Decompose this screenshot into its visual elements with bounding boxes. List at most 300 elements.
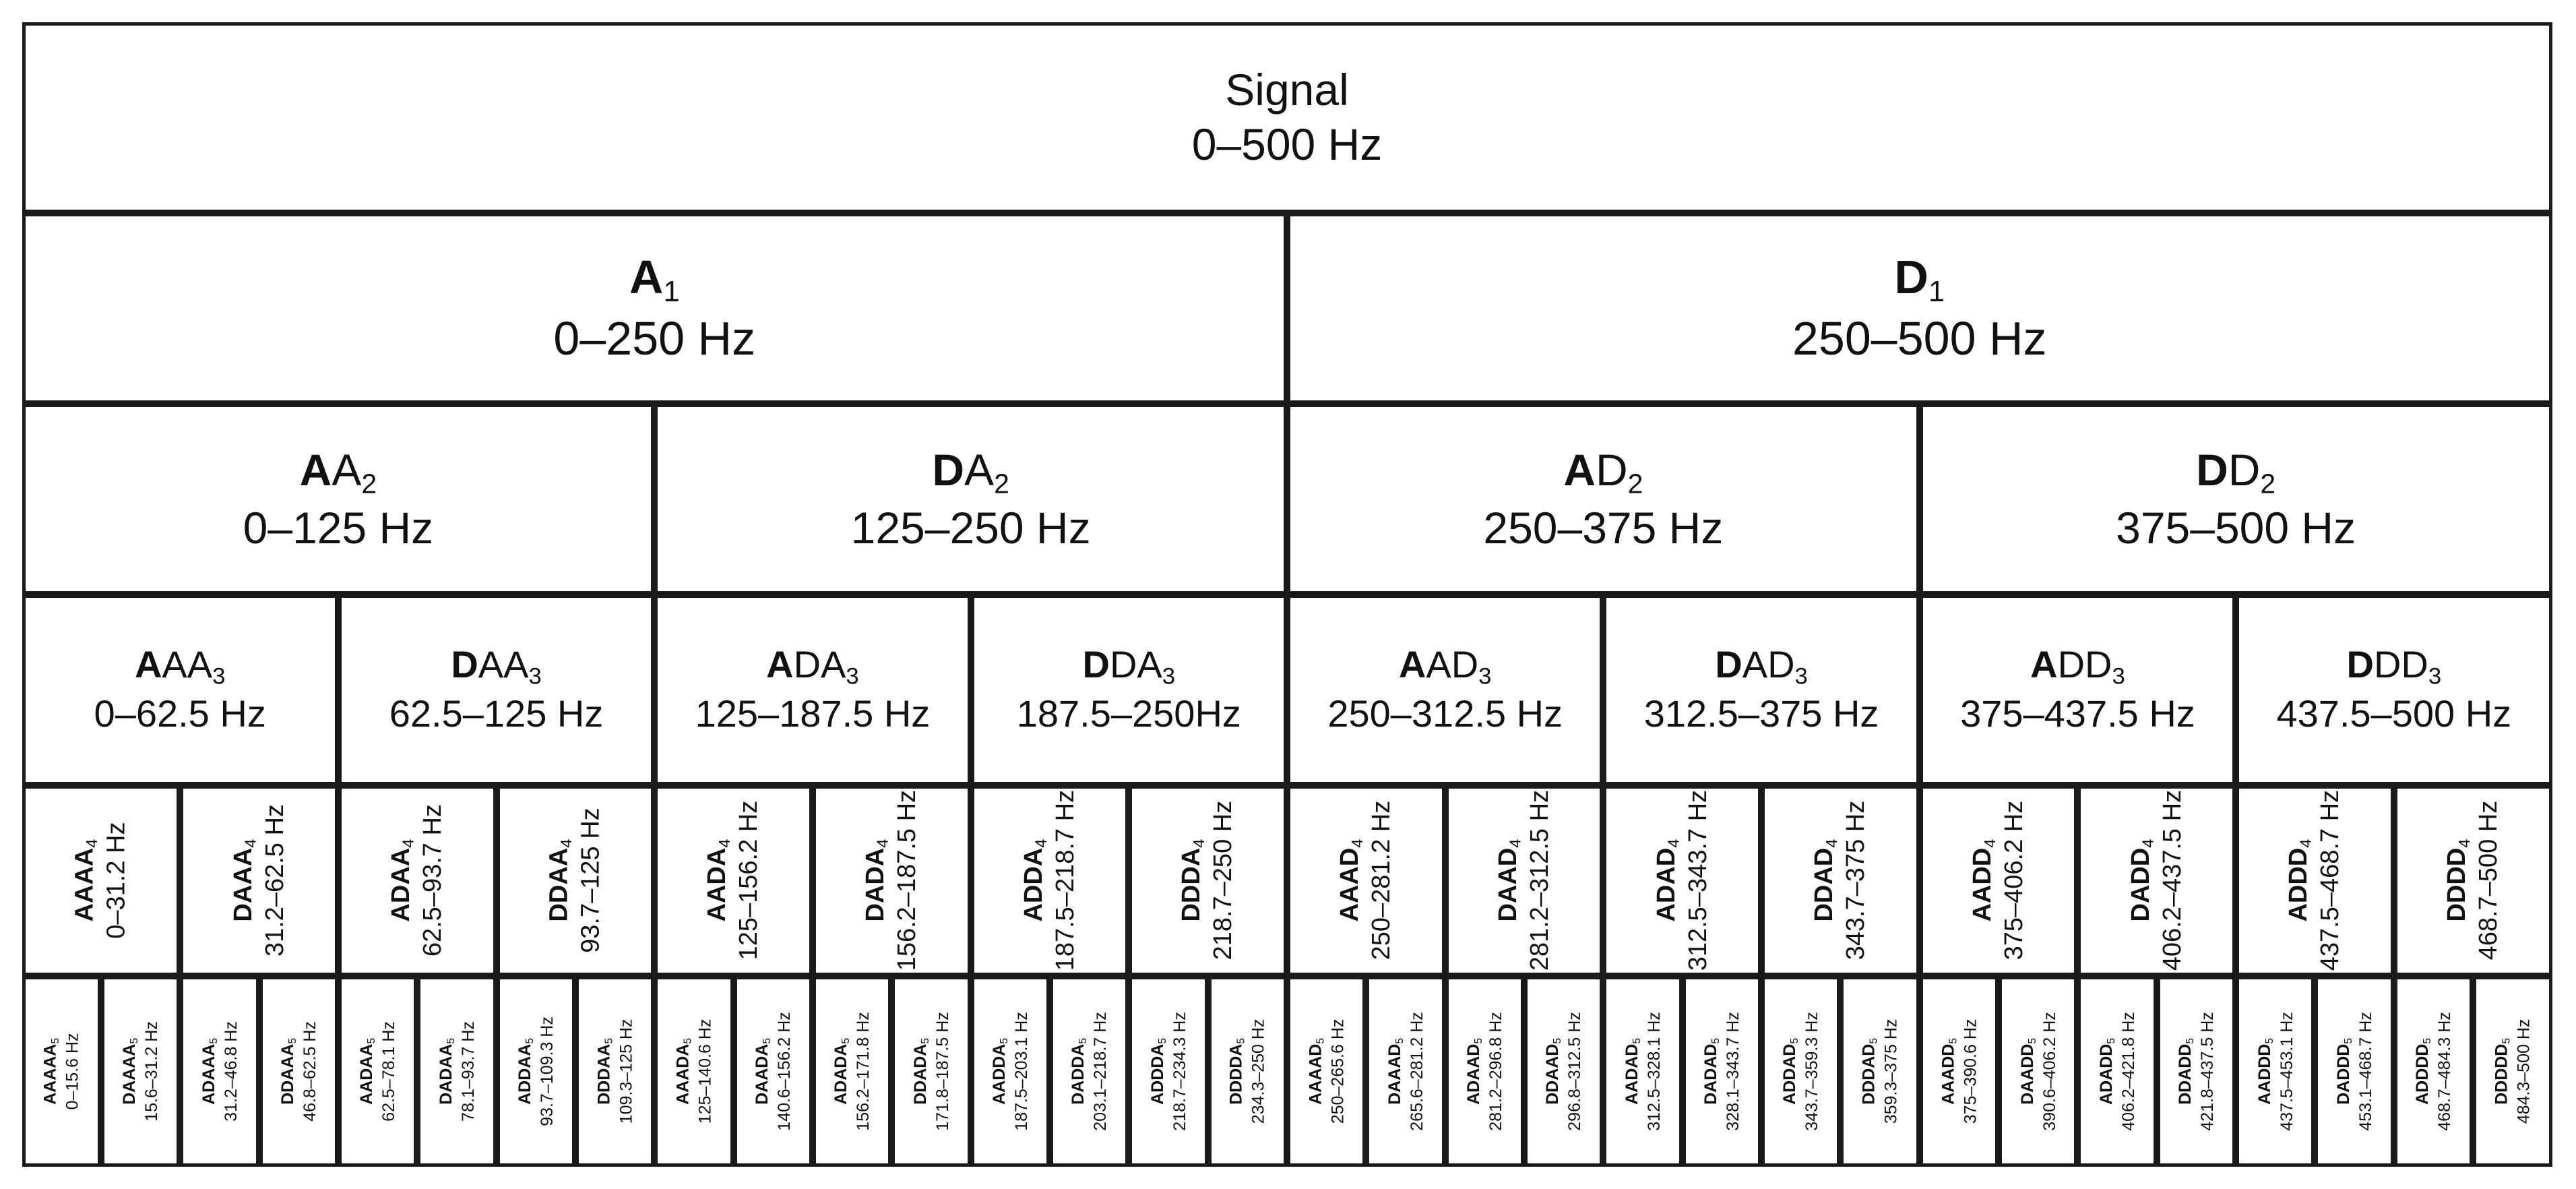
node-name bbox=[2284, 790, 2315, 971]
node-frequency-range: 0–31.2 Hz bbox=[102, 822, 131, 939]
node-name bbox=[2442, 801, 2474, 961]
node-frequency-range: 62.5–125 Hz bbox=[389, 692, 604, 735]
node-frequency-range: 187.5–250Hz bbox=[1016, 692, 1241, 735]
node-name bbox=[752, 1012, 774, 1131]
tree-node-level-2 bbox=[1287, 404, 1920, 594]
tree-node-level-5 bbox=[1683, 976, 1761, 1167]
node-level-subscript: 4 bbox=[1506, 839, 1524, 848]
node-frequency-range: 93.7–125 Hz bbox=[577, 807, 606, 953]
tree-node-level-5 bbox=[2157, 976, 2236, 1167]
node-level-subscript: 5 bbox=[1631, 1037, 1643, 1044]
node-name-bold: D bbox=[1894, 250, 1928, 303]
node-label bbox=[1226, 1018, 1269, 1124]
node-level-subscript: 4 bbox=[1348, 839, 1366, 848]
tree-node-level-5 bbox=[1445, 976, 1524, 1167]
node-level-subscript: 5 bbox=[919, 1037, 931, 1044]
node-frequency-range: 31.2–62.5 Hz bbox=[260, 803, 289, 957]
node-name bbox=[1017, 642, 1241, 691]
tree-node-level-4 bbox=[22, 785, 181, 976]
node-label bbox=[1968, 801, 2030, 961]
node-frequency-range: 375–437.5 Hz bbox=[1960, 692, 2195, 735]
node-level-subscript: 5 bbox=[603, 1037, 615, 1044]
node-name bbox=[1780, 1012, 1802, 1131]
node-level-subscript: 4 bbox=[1664, 839, 1683, 848]
node-name-bold: ADADD bbox=[2096, 1043, 2116, 1105]
node-label bbox=[1493, 790, 1555, 971]
tree-node-level-4 bbox=[2236, 785, 2394, 976]
node-name-bold: AAADD bbox=[1938, 1043, 1957, 1105]
tree-node-level-4 bbox=[180, 785, 338, 976]
node-frequency-range: 250–500 Hz bbox=[1792, 311, 2047, 365]
node-name-bold: A bbox=[766, 643, 794, 686]
node-level-subscript: 2 bbox=[994, 468, 1009, 499]
node-frequency-range: 375–390.6 Hz bbox=[1960, 1018, 1980, 1124]
node-frequency-range: 203.1–218.7 Hz bbox=[1091, 1011, 1110, 1131]
node-name-bold: AAAA bbox=[70, 847, 99, 922]
node-name-bold: A bbox=[2030, 643, 2058, 686]
node-name-bold: DDADA bbox=[910, 1043, 930, 1105]
node-name bbox=[435, 1021, 458, 1122]
node-label bbox=[1148, 1012, 1190, 1131]
node-label bbox=[386, 804, 448, 956]
node-name bbox=[1335, 801, 1366, 961]
node-name-bold: DDDDA bbox=[1226, 1043, 1246, 1105]
node-name bbox=[228, 804, 259, 956]
node-name bbox=[2175, 1012, 2197, 1131]
node-level-subscript: 4 bbox=[557, 839, 575, 848]
node-frequency-range: 281.2–312.5 Hz bbox=[1526, 789, 1554, 971]
node-name-rest: DA bbox=[793, 643, 846, 686]
node-label bbox=[553, 249, 755, 367]
node-frequency-range: 343.7–359.3 Hz bbox=[1802, 1011, 1822, 1131]
node-level-subscript: 5 bbox=[1473, 1037, 1485, 1044]
node-name-bold: AADA bbox=[703, 847, 732, 922]
node-label bbox=[1177, 801, 1239, 961]
node-name bbox=[851, 443, 1091, 501]
node-level-subscript: 5 bbox=[524, 1037, 536, 1044]
node-frequency-range: 62.5–78.1 Hz bbox=[379, 1020, 399, 1122]
node-label bbox=[2412, 1012, 2455, 1131]
tree-node-level-2 bbox=[1920, 404, 2552, 594]
node-frequency-range: 93.7–109.3 Hz bbox=[537, 1016, 557, 1126]
node-label bbox=[2175, 1012, 2218, 1131]
node-label bbox=[278, 1021, 320, 1122]
tree-node-level-5 bbox=[417, 976, 496, 1167]
tree-node-level-5 bbox=[1524, 976, 1603, 1167]
node-frequency-range: 0–125 Hz bbox=[243, 502, 434, 553]
tree-node-level-3 bbox=[971, 594, 1287, 785]
node-name-rest: AD bbox=[1742, 643, 1795, 686]
node-frequency-range: 218.7–250 Hz bbox=[1209, 800, 1238, 961]
node-name-bold: DDDD bbox=[2443, 847, 2472, 922]
node-frequency-range: 406.2–421.8 Hz bbox=[2118, 1011, 2138, 1131]
node-frequency-range: 46.8–62.5 Hz bbox=[300, 1020, 319, 1122]
node-name-rest: AA bbox=[478, 643, 529, 686]
tree-node-level-4 bbox=[813, 785, 971, 976]
node-name-bold: DADDA bbox=[1069, 1043, 1088, 1105]
node-frequency-range: 187.5–218.7 Hz bbox=[1051, 789, 1080, 971]
node-name-bold: ADAAD bbox=[1464, 1043, 1483, 1105]
node-name-rest: A bbox=[964, 444, 995, 495]
node-level-subscript: 5 bbox=[366, 1037, 378, 1044]
node-name bbox=[2017, 1012, 2039, 1131]
node-level-subscript: 5 bbox=[1947, 1037, 1959, 1044]
node-name bbox=[1068, 1012, 1090, 1131]
node-name-bold: ADDAD bbox=[1780, 1043, 1800, 1105]
node-name-bold: DADAA bbox=[436, 1043, 455, 1105]
tree-node-level-5 bbox=[259, 976, 338, 1167]
tree-node-level-3 bbox=[22, 594, 338, 785]
tree-node-level-5 bbox=[1920, 976, 1999, 1167]
tree-node-level-5 bbox=[1603, 976, 1682, 1167]
node-frequency-range: 265.6–281.2 Hz bbox=[1407, 1011, 1426, 1131]
node-name-bold: DAAA bbox=[228, 847, 257, 922]
node-name-bold: ADAAA bbox=[199, 1043, 218, 1105]
node-name-bold: DADD bbox=[2126, 847, 2155, 922]
node-label bbox=[2442, 801, 2504, 961]
node-level-subscript: 5 bbox=[208, 1037, 220, 1044]
node-label bbox=[1652, 790, 1714, 971]
node-label bbox=[752, 1012, 794, 1131]
node-name bbox=[2276, 642, 2511, 691]
node-frequency-range: 250–375 Hz bbox=[1483, 502, 1724, 553]
node-name bbox=[594, 1018, 616, 1124]
node-name-bold: DDAA bbox=[544, 847, 573, 922]
node-label bbox=[831, 1012, 873, 1131]
node-label bbox=[356, 1021, 399, 1122]
node-level-subscript: 4 bbox=[716, 839, 734, 848]
node-name-bold: ADDDA bbox=[1148, 1043, 1167, 1105]
node-name bbox=[1652, 790, 1683, 971]
node-label bbox=[119, 1021, 162, 1122]
node-name bbox=[1792, 249, 2047, 310]
node-name-bold: AADAA bbox=[357, 1043, 377, 1105]
node-name bbox=[1493, 790, 1525, 971]
node-level-subscript: 3 bbox=[2428, 664, 2442, 690]
node-name-bold: DAAAD bbox=[1385, 1043, 1404, 1105]
node-name bbox=[1542, 1012, 1565, 1131]
node-level-subscript: 4 bbox=[241, 839, 259, 848]
node-name-bold: A bbox=[134, 643, 162, 686]
node-level-subscript: 3 bbox=[1794, 664, 1808, 690]
node-name-bold: ADDA bbox=[1019, 847, 1048, 922]
tree-node-level-4 bbox=[2394, 785, 2552, 976]
node-level-subscript: 5 bbox=[1236, 1037, 1248, 1044]
node-label bbox=[70, 822, 132, 938]
node-level-subscript: 5 bbox=[1315, 1037, 1327, 1044]
node-name-bold: AAADA bbox=[673, 1043, 693, 1105]
node-level-subscript: 4 bbox=[1190, 839, 1208, 848]
node-name-bold: DADDD bbox=[2333, 1043, 2353, 1105]
tree-node-level-5 bbox=[180, 976, 259, 1167]
node-level-subscript: 5 bbox=[1552, 1037, 1564, 1044]
tree-node-level-5 bbox=[1840, 976, 1919, 1167]
node-name bbox=[2412, 1012, 2434, 1131]
node-name-bold: DAAD bbox=[1493, 847, 1522, 922]
node-frequency-range: 437.5–453.1 Hz bbox=[2277, 1011, 2296, 1131]
node-label bbox=[243, 443, 434, 555]
node-level-subscript: 3 bbox=[528, 664, 542, 690]
tree-node-level-5 bbox=[1129, 976, 1207, 1167]
node-name bbox=[989, 1012, 1011, 1131]
node-level-subscript: 3 bbox=[2112, 664, 2125, 690]
node-name-bold: A bbox=[299, 444, 332, 495]
node-frequency-range: 468.7–484.3 Hz bbox=[2434, 1011, 2454, 1131]
tree-node-level-4 bbox=[1761, 785, 1920, 976]
node-label bbox=[2096, 1012, 2139, 1131]
node-name-bold: D bbox=[2346, 643, 2374, 686]
node-name-bold: DADA bbox=[861, 847, 890, 922]
node-name-bold: DDDAD bbox=[1859, 1043, 1879, 1105]
node-name-bold: DDAAD bbox=[1543, 1043, 1563, 1105]
node-level-subscript: 5 bbox=[287, 1037, 299, 1044]
node-label bbox=[1859, 1018, 1902, 1124]
node-label bbox=[544, 807, 606, 953]
node-label bbox=[1542, 1012, 1585, 1131]
node-name-bold: ADDDD bbox=[2413, 1043, 2432, 1105]
tree-node-level-4 bbox=[971, 785, 1129, 976]
node-label bbox=[515, 1016, 557, 1126]
node-name bbox=[860, 790, 892, 971]
node-name bbox=[1385, 1012, 1407, 1131]
node-frequency-range: 375–500 Hz bbox=[2116, 502, 2356, 553]
node-level-subscript: 4 bbox=[2455, 839, 2473, 848]
node-level-subscript: 5 bbox=[761, 1037, 774, 1044]
node-label bbox=[40, 1033, 83, 1109]
tree-node-level-1 bbox=[22, 213, 1288, 404]
node-frequency-range: 250–281.2 Hz bbox=[1367, 800, 1396, 961]
node-level-subscript: 4 bbox=[83, 839, 101, 848]
node-name-rest: AD bbox=[1426, 643, 1479, 686]
node-name-bold: D bbox=[1715, 643, 1742, 686]
node-label bbox=[2116, 443, 2356, 555]
node-name-bold: ADDD bbox=[2284, 847, 2313, 922]
node-frequency-range: 218.7–234.3 Hz bbox=[1170, 1011, 1189, 1131]
node-frequency-range: 343.7–375 Hz bbox=[1842, 800, 1871, 961]
node-frequency-range: 437.5–468.7 Hz bbox=[2316, 789, 2345, 971]
node-label bbox=[672, 1018, 715, 1124]
node-label bbox=[1644, 642, 1879, 737]
tree-node-level-5 bbox=[1999, 976, 2077, 1167]
node-frequency-range: 15.6–31.2 Hz bbox=[142, 1020, 161, 1122]
tree-node-level-4 bbox=[1603, 785, 1761, 976]
node-level-subscript: 1 bbox=[1928, 275, 1945, 308]
node-name bbox=[1177, 801, 1209, 961]
node-level-subscript: 5 bbox=[1868, 1037, 1880, 1044]
node-name bbox=[243, 443, 434, 501]
tree-node-level-4 bbox=[1287, 785, 1445, 976]
node-label bbox=[1464, 1012, 1506, 1131]
node-level-subscript: 4 bbox=[1032, 839, 1050, 848]
node-name bbox=[1327, 642, 1563, 691]
node-name-bold: DADAD bbox=[1701, 1043, 1720, 1105]
node-name bbox=[1019, 790, 1050, 971]
tree-node-level-1 bbox=[1287, 213, 2552, 404]
node-name bbox=[702, 801, 734, 961]
tree-node-level-5 bbox=[1208, 976, 1287, 1167]
node-label bbox=[1335, 801, 1397, 961]
tree-node-level-5 bbox=[2473, 976, 2552, 1167]
node-name bbox=[278, 1021, 300, 1122]
node-label bbox=[860, 790, 922, 971]
node-name-bold: D bbox=[451, 643, 478, 686]
node-name bbox=[544, 807, 576, 953]
node-name bbox=[1622, 1012, 1644, 1131]
node-frequency-range: 109.3–125 Hz bbox=[617, 1018, 636, 1124]
node-name-bold: AAAAD bbox=[1306, 1043, 1325, 1105]
node-name bbox=[2333, 1012, 2356, 1131]
node-name-bold: AAAAA bbox=[40, 1043, 60, 1105]
node-name-bold: AAAD bbox=[1336, 847, 1364, 922]
tree-node-level-5 bbox=[2315, 976, 2393, 1167]
node-level-subscript: 4 bbox=[2139, 839, 2157, 848]
node-name-bold: DDAAA bbox=[278, 1043, 297, 1105]
node-label bbox=[1019, 790, 1081, 971]
node-level-subscript: 5 bbox=[2422, 1037, 2434, 1044]
node-level-subscript: 3 bbox=[212, 664, 226, 690]
tree-root-label bbox=[1192, 63, 1383, 171]
node-name bbox=[910, 1012, 932, 1131]
node-level-subscript: 5 bbox=[2263, 1037, 2275, 1044]
tree-node-level-5 bbox=[338, 976, 417, 1167]
node-name bbox=[2254, 1012, 2276, 1131]
tree-node-level-5 bbox=[654, 976, 733, 1167]
node-level-subscript: 5 bbox=[2185, 1037, 2197, 1044]
node-level-subscript: 5 bbox=[2501, 1037, 2513, 1044]
node-frequency-range: 125–250 Hz bbox=[850, 502, 1091, 553]
node-label bbox=[702, 801, 764, 961]
node-frequency-range: 62.5–93.7 Hz bbox=[418, 803, 447, 957]
node-name-bold: D bbox=[932, 444, 965, 495]
node-name-rest: DD bbox=[2373, 643, 2428, 686]
node-label bbox=[2276, 642, 2511, 737]
node-label bbox=[2333, 1012, 2376, 1131]
node-level-subscript: 5 bbox=[50, 1037, 62, 1044]
tree-node-level-5 bbox=[734, 976, 813, 1167]
node-name-rest: DA bbox=[1109, 643, 1162, 686]
node-name bbox=[2096, 1012, 2118, 1131]
node-label bbox=[1017, 642, 1241, 737]
node-name-bold: DDAD bbox=[1810, 847, 1839, 922]
node-name bbox=[1859, 1018, 1881, 1124]
node-frequency-range: 125–140.6 Hz bbox=[695, 1018, 715, 1124]
node-level-subscript: 1 bbox=[663, 275, 680, 308]
node-frequency-range: 140.6–156.2 Hz bbox=[774, 1011, 794, 1131]
node-name bbox=[515, 1016, 537, 1126]
node-level-subscript: 5 bbox=[1077, 1037, 1090, 1044]
node-name-bold: D bbox=[1082, 643, 1110, 686]
tree-node-level-5 bbox=[813, 976, 891, 1167]
tree-node-level-5 bbox=[1366, 976, 1445, 1167]
node-frequency-range: 234.3–250 Hz bbox=[1249, 1018, 1268, 1124]
node-name bbox=[1968, 801, 1999, 961]
node-level-subscript: 2 bbox=[2260, 468, 2276, 499]
node-label bbox=[94, 642, 266, 737]
tree-node-level-3 bbox=[338, 594, 654, 785]
node-frequency-range: 312.5–343.7 Hz bbox=[1684, 789, 1713, 971]
node-name-bold: DAAAA bbox=[120, 1043, 139, 1105]
tree-node-level-3 bbox=[654, 594, 970, 785]
node-label bbox=[594, 1018, 636, 1124]
node-name bbox=[672, 1018, 695, 1124]
node-name-bold: A bbox=[629, 250, 664, 303]
node-level-subscript: 5 bbox=[1393, 1037, 1406, 1044]
node-level-subscript: 5 bbox=[445, 1037, 457, 1044]
node-frequency-range: 421.8–437.5 Hz bbox=[2197, 1011, 2217, 1131]
node-frequency-range: 250–312.5 Hz bbox=[1327, 692, 1563, 735]
node-name-bold: ADADA bbox=[831, 1043, 851, 1105]
node-label bbox=[695, 642, 931, 737]
node-frequency-range: 484.3–500 Hz bbox=[2514, 1018, 2534, 1124]
node-name-rest: DD bbox=[2057, 643, 2112, 686]
node-name-bold: D bbox=[2196, 444, 2228, 495]
node-frequency-range: 31.2–46.8 Hz bbox=[221, 1020, 241, 1122]
node-name bbox=[40, 1033, 63, 1109]
node-frequency-range: 125–187.5 Hz bbox=[695, 692, 931, 735]
node-frequency-range: 187.5–203.1 Hz bbox=[1011, 1011, 1031, 1131]
node-name bbox=[2491, 1018, 2513, 1124]
node-level-subscript: 5 bbox=[129, 1037, 141, 1044]
node-name-bold: AADD bbox=[1968, 847, 1997, 922]
node-frequency-range: 453.1–468.7 Hz bbox=[2356, 1011, 2375, 1131]
node-frequency-range: 250–265.6 Hz bbox=[1328, 1018, 1348, 1124]
node-name bbox=[70, 822, 102, 938]
node-name bbox=[1226, 1018, 1249, 1124]
node-frequency-range: 0–62.5 Hz bbox=[94, 692, 266, 735]
tree-node-level-5 bbox=[497, 976, 575, 1167]
tree-node-level-4 bbox=[338, 785, 497, 976]
node-frequency-range: 437.5–500 Hz bbox=[2276, 692, 2512, 735]
node-name-bold: ADDAA bbox=[515, 1043, 534, 1105]
node-level-subscript: 5 bbox=[999, 1037, 1011, 1044]
node-label bbox=[1483, 443, 1723, 555]
node-name-bold: DDDA bbox=[1177, 847, 1206, 922]
tree-node-level-3 bbox=[1920, 594, 2236, 785]
node-level-subscript: 5 bbox=[2026, 1037, 2038, 1044]
node-frequency-range: 390.6–406.2 Hz bbox=[2040, 1011, 2059, 1131]
node-label bbox=[389, 642, 604, 737]
node-level-subscript: 3 bbox=[846, 664, 859, 690]
root-name: Signal bbox=[1225, 65, 1349, 115]
node-level-subscript: 4 bbox=[1980, 839, 1999, 848]
node-name bbox=[1938, 1018, 1960, 1124]
node-level-subscript: 4 bbox=[2296, 839, 2315, 848]
node-name-rest: D bbox=[1595, 444, 1628, 495]
tree-node-level-3 bbox=[1287, 594, 1603, 785]
node-level-subscript: 4 bbox=[1822, 839, 1840, 848]
node-name bbox=[119, 1021, 142, 1122]
node-label bbox=[1701, 1012, 1743, 1131]
tree-node-level-4 bbox=[2077, 785, 2236, 976]
tree-node-level-2 bbox=[22, 404, 655, 594]
node-level-subscript: 5 bbox=[682, 1037, 694, 1044]
node-name bbox=[1644, 642, 1879, 691]
node-name-bold: A bbox=[1563, 444, 1596, 495]
node-label bbox=[2254, 1012, 2296, 1131]
node-name bbox=[1305, 1018, 1327, 1124]
node-frequency-range: 0–15.6 Hz bbox=[63, 1033, 82, 1109]
node-level-subscript: 5 bbox=[840, 1037, 852, 1044]
node-name-bold: AADDA bbox=[989, 1043, 1009, 1105]
node-name bbox=[389, 642, 604, 691]
node-label bbox=[2126, 790, 2188, 971]
node-frequency-range: 468.7–500 Hz bbox=[2474, 800, 2503, 961]
tree-node-level-5 bbox=[971, 976, 1050, 1167]
node-name-bold: AADDD bbox=[2255, 1043, 2274, 1105]
node-frequency-range: 0–250 Hz bbox=[553, 311, 756, 365]
node-frequency-range: 296.8–312.5 Hz bbox=[1565, 1011, 1585, 1131]
node-label bbox=[1792, 249, 2047, 367]
